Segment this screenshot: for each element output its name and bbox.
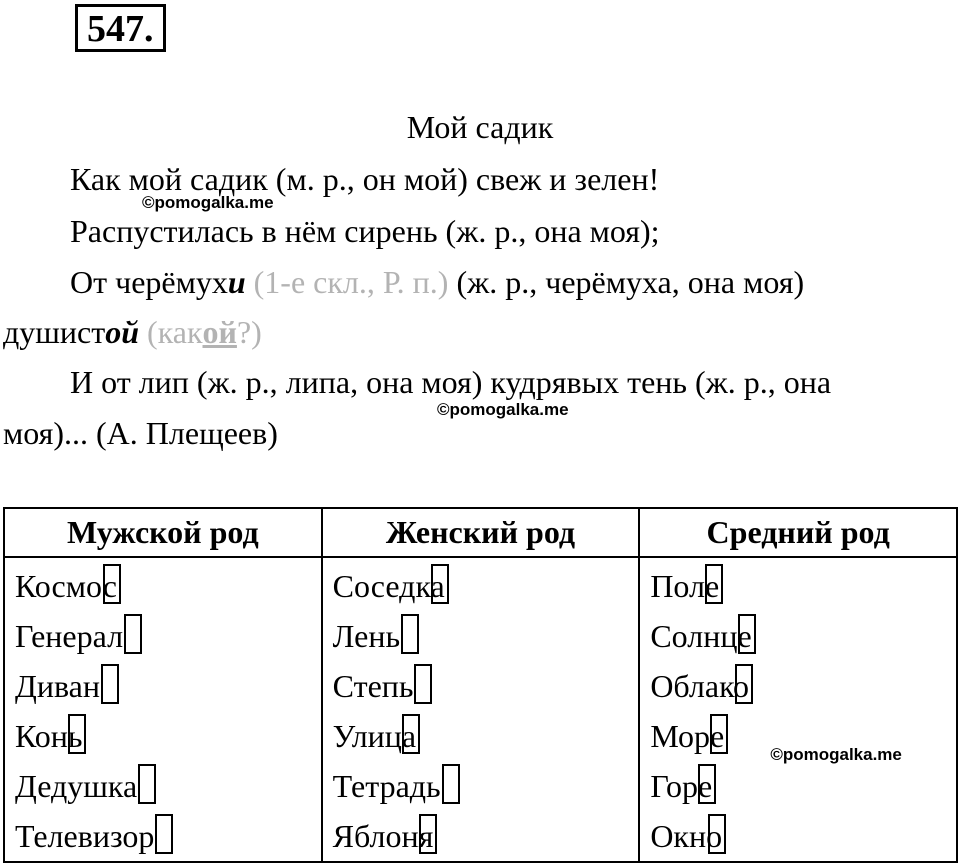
word-item: Поле xyxy=(650,561,956,611)
ending-box xyxy=(414,664,432,704)
watermark: ©pomogalka.me xyxy=(770,745,902,764)
poem-line-3 xyxy=(70,262,804,302)
word-item: Генерал xyxy=(15,611,321,661)
word-item: Конь xyxy=(15,711,321,761)
column-masculine xyxy=(4,557,322,862)
ending-box xyxy=(710,714,728,754)
word-item: Яблоня xyxy=(333,811,639,861)
poem-line-3-text: От черёмух xyxy=(70,264,228,300)
poem-line-1: Как мой садик (м. р., он мой) свеж и зелен! xyxy=(70,161,660,197)
word-item: Лень xyxy=(333,611,639,661)
poem-line-3-rest: (ж. р., черёмуха, она моя) xyxy=(448,264,805,300)
word-item: Соседка xyxy=(333,561,639,611)
word-item: Облако xyxy=(650,661,956,711)
ending-box xyxy=(124,614,142,654)
grammar-hint: (1-е скл., Р. п.) xyxy=(245,264,449,300)
word-item: Окно xyxy=(650,811,956,861)
header-feminine: Женский род xyxy=(322,508,640,557)
ending-box xyxy=(738,614,756,654)
poem-line-5: И от лип (ж. р., липа, она моя) кудрявых тень (ж. р., она xyxy=(70,364,832,400)
header-masculine: Мужской род xyxy=(4,508,322,557)
ending-box xyxy=(735,664,753,704)
ending-box xyxy=(138,764,156,804)
column-neuter xyxy=(639,557,957,862)
ending-box xyxy=(708,814,726,854)
header-neuter: Средний род xyxy=(639,508,957,557)
ending-box xyxy=(101,664,119,704)
word-item: Телевизор xyxy=(15,811,321,861)
watermark: ©pomogalka.me xyxy=(437,400,569,419)
word-item: Горе xyxy=(650,761,956,811)
poem-line-6: моя)... (А. Плещеев) xyxy=(3,415,278,451)
ending-box xyxy=(431,564,449,604)
ending-box xyxy=(103,564,121,604)
ending-box xyxy=(705,564,723,604)
word-item: Улица xyxy=(333,711,639,761)
word-item: Солнце xyxy=(650,611,956,661)
ending-box xyxy=(698,764,716,804)
ending-box xyxy=(68,714,86,754)
word-item: Космос xyxy=(15,561,321,611)
ending-highlight: и xyxy=(227,264,246,300)
watermark: ©pomogalka.me xyxy=(142,193,274,212)
poem-line-4-text: душист xyxy=(3,314,106,350)
gender-table xyxy=(3,507,958,863)
word-item: Тетрадь xyxy=(333,761,639,811)
question-hint: (какой?) xyxy=(139,314,262,350)
word-item: Море xyxy=(650,711,956,761)
exercise-number: 547. xyxy=(75,4,166,52)
word-item: Диван xyxy=(15,661,321,711)
ending-box xyxy=(155,814,173,854)
word-item: Степь xyxy=(333,661,639,711)
word-item: Дедушка xyxy=(15,761,321,811)
poem-title: Мой садик xyxy=(406,109,554,145)
poem-line-2: Распустилась в нём сирень (ж. р., она моя); xyxy=(70,213,660,249)
ending-box xyxy=(402,714,420,754)
ending-highlight: ой xyxy=(105,314,140,350)
column-feminine xyxy=(322,557,640,862)
ending-box xyxy=(401,614,419,654)
ending-box xyxy=(419,814,437,854)
ending-box xyxy=(442,764,460,804)
poem-line-4 xyxy=(3,312,262,352)
